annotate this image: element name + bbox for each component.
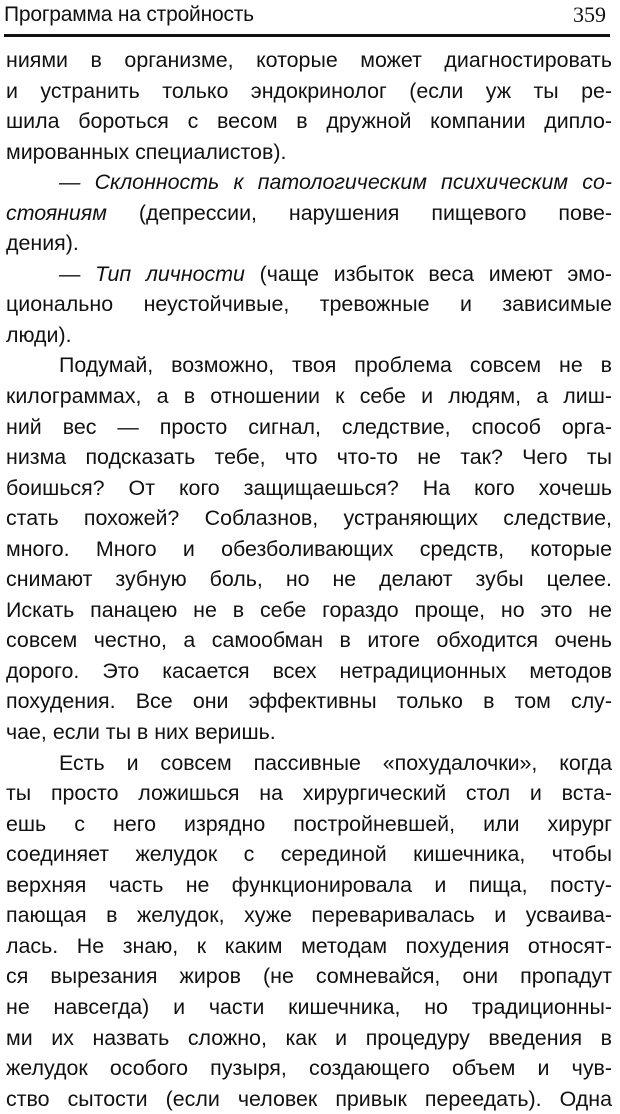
line-text: много. Много и обезболивающих средств, которые bbox=[6, 536, 612, 561]
line-text: килограммах, а в отношении к себе и людям, а лиш- bbox=[6, 384, 612, 409]
text-line bbox=[6, 350, 612, 381]
text-line bbox=[6, 686, 612, 717]
line-text: чае, если ты в них веришь. bbox=[6, 720, 276, 745]
text-line bbox=[6, 656, 612, 687]
text-line bbox=[6, 137, 612, 168]
line-text: верхняя часть не функционировала и пища, посту- bbox=[6, 872, 612, 897]
line-text: желудок особого пузыря, создающего объем и чув- bbox=[6, 1056, 612, 1081]
running-title: Программа на стройность bbox=[4, 3, 254, 26]
line-text: пающая в желудок, хуже переваривалась и усваива- bbox=[6, 903, 612, 928]
line-text: снимают зубную боль, но не делают зубы целее. bbox=[6, 567, 612, 592]
page-number: 359 bbox=[573, 2, 606, 27]
text-line bbox=[6, 809, 612, 840]
line-text: ционально неустойчивые, тревожные и зависимые bbox=[6, 292, 612, 317]
text-line bbox=[6, 45, 612, 76]
text-line bbox=[6, 1023, 612, 1054]
line-text: ми их назвать сложно, как и процедуру введения в bbox=[6, 1025, 612, 1050]
text-line bbox=[6, 228, 612, 259]
line-text: мированных специалистов). bbox=[6, 139, 287, 164]
line-text: Есть и совсем пассивные «похудалочки», когда bbox=[59, 750, 612, 775]
text-line bbox=[6, 320, 612, 351]
text-line bbox=[6, 564, 612, 595]
line-text: боишься? От кого защищаешься? На кого хочешь bbox=[6, 475, 612, 500]
text-line bbox=[6, 503, 612, 534]
text-line bbox=[6, 412, 612, 443]
line-text: совсем честно, а самообман в итоге обходится очень bbox=[6, 628, 612, 653]
text-line bbox=[6, 931, 612, 962]
line-text: ся вырезания жиров (не сомневайся, они пропадут bbox=[6, 964, 612, 989]
text-line bbox=[6, 167, 612, 198]
line-text: Подумай, возможно, твоя проблема совсем не в bbox=[59, 353, 612, 378]
line-text: лась. Не знаю, к каким методам похудения относят- bbox=[6, 933, 612, 958]
text-line bbox=[6, 473, 612, 504]
text-line bbox=[6, 839, 612, 870]
text-line bbox=[6, 625, 612, 656]
text-line bbox=[6, 1084, 612, 1114]
line-text: (чаще избыток веса имеют эмо- bbox=[244, 261, 612, 286]
text-line bbox=[6, 106, 612, 137]
running-header bbox=[4, 2, 606, 28]
text-line bbox=[6, 992, 612, 1023]
line-text: дорого. Это касается всех нетрадиционных методов bbox=[6, 658, 612, 683]
line-text: ешь с него изрядно постройневшей, или хирург bbox=[6, 811, 612, 836]
header-rule bbox=[4, 34, 610, 37]
text-line bbox=[6, 442, 612, 473]
line-text: ний вес — просто сигнал, следствие, способ орга- bbox=[6, 414, 612, 439]
line-text: ниями в организме, которые может диагностировать bbox=[6, 48, 612, 72]
line-text: и устранить только эндокринолог (если уж ты ре- bbox=[6, 78, 612, 103]
line-text: (депрессии, нарушения пищевого пове- bbox=[106, 200, 612, 225]
text-line bbox=[6, 595, 612, 626]
text-line bbox=[6, 1053, 612, 1084]
line-text: ты просто ложишься на хирургический стол и вста- bbox=[6, 781, 612, 806]
text-line bbox=[6, 961, 612, 992]
text-line bbox=[6, 534, 612, 565]
text-line bbox=[6, 748, 612, 779]
text-line bbox=[6, 900, 612, 931]
line-text: шила бороться с весом в дружной компании дипло- bbox=[6, 109, 612, 134]
line-text: Искать панацею не в себе гораздо проще, но это не bbox=[6, 597, 612, 622]
text-line bbox=[6, 259, 612, 290]
text-line bbox=[6, 76, 612, 107]
text-line bbox=[6, 289, 612, 320]
line-text: люди). bbox=[6, 322, 72, 347]
line-text: не навсегда) и части кишечника, но традиционны- bbox=[6, 994, 612, 1019]
text-line bbox=[6, 198, 612, 229]
line-text: низма подсказать тебе, что что-то не так? Чего ты bbox=[6, 445, 612, 470]
line-text: дения). bbox=[6, 231, 79, 256]
line-text: ство сытости (если человек привык переедать). Одна bbox=[6, 1086, 612, 1111]
line-text: соединяет желудок с серединой кишечника, чтобы bbox=[6, 842, 612, 867]
italic-term: — Тип личности bbox=[59, 261, 245, 286]
line-text: стать похожей? Соблазнов, устраняющих следствие, bbox=[6, 506, 612, 531]
text-line bbox=[6, 717, 612, 748]
body-text bbox=[6, 45, 612, 1114]
text-line bbox=[6, 381, 612, 412]
italic-term: — Склонность к патологическим психическим со- bbox=[59, 170, 612, 195]
text-line bbox=[6, 778, 612, 809]
italic-term: стояниям bbox=[6, 200, 107, 225]
line-text: похудения. Все они эффективны только в том слу- bbox=[6, 689, 612, 714]
text-line bbox=[6, 870, 612, 901]
